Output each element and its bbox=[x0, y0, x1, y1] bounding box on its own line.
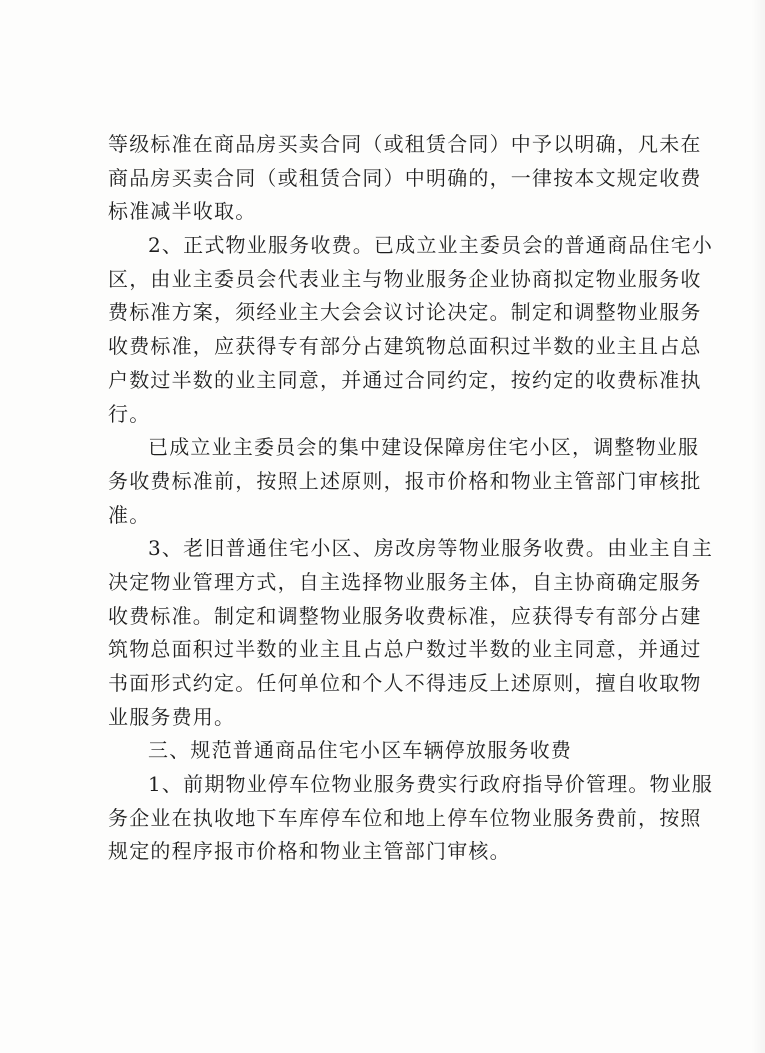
text-line: 户数过半数的业主同意，并通过合同约定，按约定的收费标准执 bbox=[108, 367, 702, 392]
text-line: 准。 bbox=[108, 502, 151, 527]
text-line: 标准减半收取。 bbox=[108, 199, 257, 224]
text-line: 书面形式约定。任何单位和个人不得违反上述原则，擅自收取物 bbox=[108, 671, 702, 695]
paragraph-heading-line: 1、前期物业停车位物业服务费实行政府指导价管理。物业服 bbox=[148, 772, 714, 797]
text-line: 收费标准。制定和调整物业服务收费标准，应获得专有部分占建 bbox=[108, 603, 702, 628]
paragraph-start-line: 已成立业主委员会的集中建设保障房住宅小区，调整物业服 bbox=[148, 435, 700, 460]
text-line: 费标准方案，须经业主大会会议讨论决定。制定和调整物业服务 bbox=[108, 300, 702, 325]
paragraph-heading-line: 2、正式物业服务收费。已成立业主委员会的普通商品住宅小 bbox=[148, 233, 714, 258]
text-line: 区，由业主委员会代表业主与物业服务企业协商拟定物业服务收 bbox=[108, 266, 702, 291]
text-line: 筑物总面积过半数的业主且占总户数过半数的业主同意，并通过 bbox=[108, 637, 702, 662]
text-line: 行。 bbox=[108, 401, 151, 426]
text-line: 规定的程序报市价格和物业主管部门审核。 bbox=[108, 839, 511, 864]
text-line: 务收费标准前，按照上述原则，报市价格和物业主管部门审核批 bbox=[108, 468, 702, 493]
document-body bbox=[108, 128, 714, 869]
text-line: 务企业在执收地下车库停车位和地上停车位物业服务费前，按照 bbox=[108, 805, 702, 830]
scan-edge-shadow bbox=[751, 0, 765, 1053]
section-heading: 三、规范普通商品住宅小区车辆停放服务收费 bbox=[148, 738, 572, 763]
text-line: 等级标准在商品房买卖合同（或租赁合同）中予以明确，凡未在 bbox=[108, 132, 702, 156]
text-line: 决定物业管理方式，自主选择物业服务主体，自主协商确定服务 bbox=[108, 569, 702, 594]
text-line: 商品房买卖合同（或租赁合同）中明确的，一律按本文规定收费 bbox=[108, 165, 702, 190]
paragraph-heading-line: 3、老旧普通住宅小区、房改房等物业服务收费。由业主自主 bbox=[148, 536, 714, 561]
text-line: 业服务费用。 bbox=[108, 704, 236, 729]
text-line: 收费标准，应获得专有部分占建筑物总面积过半数的业主且占总 bbox=[108, 334, 702, 359]
